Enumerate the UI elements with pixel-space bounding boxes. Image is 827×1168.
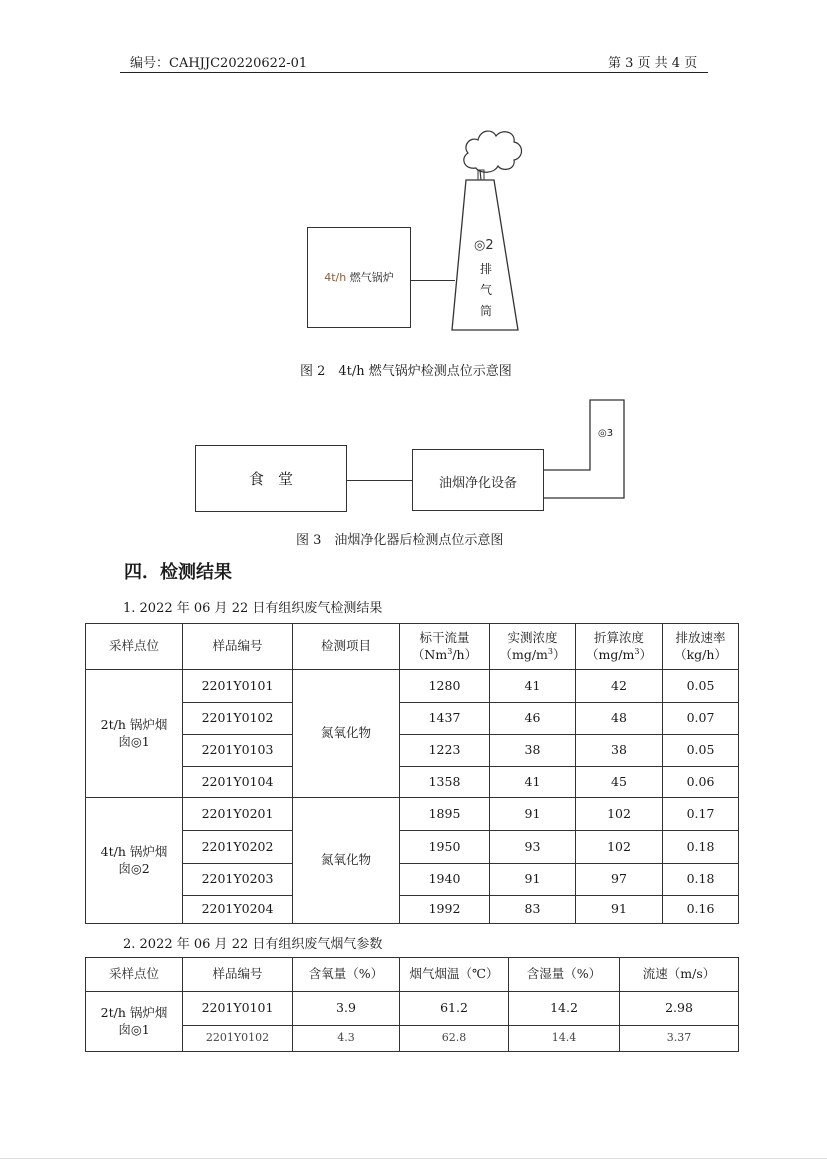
header-divider [120, 72, 708, 73]
sample-cell: 2201Y0101 [183, 670, 293, 703]
figure-2-caption: 图 2 4t/h 燃气锅炉检测点位示意图 [300, 364, 512, 379]
header-sample-no: 样品编号 [183, 958, 293, 992]
velocity-cell: 2.98 [620, 992, 739, 1026]
sample-cell: 2201Y0102 [183, 1026, 293, 1052]
converted-cell: 102 [576, 831, 663, 864]
section-heading: 四．检测结果 [124, 562, 232, 583]
stack-label-char: 排 [480, 262, 493, 276]
sample-cell: 2201Y0203 [183, 864, 293, 896]
table-2-title: 2. 2022 年 06 月 22 日有组织废气烟气参数 [123, 937, 383, 952]
measured-cell: 41 [490, 670, 576, 703]
table-row [86, 798, 739, 831]
rate-cell: 0.18 [663, 864, 739, 896]
table-row [86, 896, 739, 924]
table-row [86, 767, 739, 798]
sampling-point-cell: 2t/h 锅炉烟 囱◎1 [86, 992, 183, 1052]
sample-cell: 2201Y0104 [183, 767, 293, 798]
flow-cell: 1223 [400, 735, 490, 767]
flow-cell: 1992 [400, 896, 490, 924]
converted-cell: 45 [576, 767, 663, 798]
header-measured: 实测浓度 $(mg/m^3)$ [490, 624, 576, 670]
boiler-capacity: 4t/h [324, 271, 347, 284]
oxygen-cell: 4.3 [293, 1026, 400, 1052]
measured-cell: 91 [490, 798, 576, 831]
measured-cell: 46 [490, 703, 576, 735]
rate-cell: 0.05 [663, 670, 739, 703]
oxygen-cell: 3.9 [293, 992, 400, 1026]
table-row [86, 735, 739, 767]
page-info: 第 3 页 共 4 页 [608, 56, 698, 71]
header-item: 检测项目 [293, 624, 400, 670]
converted-cell: 48 [576, 703, 663, 735]
header-oxygen: 含氧量（%） [293, 958, 400, 992]
header-point: 采样点位 [86, 624, 183, 670]
table-row [86, 831, 739, 864]
figure-3-caption: 图 3 油烟净化器后检测点位示意图 [296, 533, 504, 548]
document-number: 编号：CAHJJC20220622-01 [130, 56, 308, 71]
boiler-name: 燃气锅炉 [349, 271, 394, 284]
header-velocity: 流速（m/s） [620, 958, 739, 992]
item-cell: 氮氧化物 [293, 670, 400, 798]
header-sample-no: 样品编号 [183, 624, 293, 670]
sample-cell: 2201Y0103 [183, 735, 293, 767]
measured-cell: 93 [490, 831, 576, 864]
table-row [86, 703, 739, 735]
stack-label-char: 气 [480, 283, 493, 297]
converted-cell: 102 [576, 798, 663, 831]
flow-cell: 1895 [400, 798, 490, 831]
table-row [86, 1026, 739, 1052]
sample-cell: 2201Y0204 [183, 896, 293, 924]
table-row [86, 992, 739, 1026]
rate-cell: 0.17 [663, 798, 739, 831]
table-row [86, 864, 739, 896]
rate-cell: 0.07 [663, 703, 739, 735]
rate-cell: 0.18 [663, 831, 739, 864]
velocity-cell: 3.37 [620, 1026, 739, 1052]
rate-cell: 0.05 [663, 735, 739, 767]
canteen-label: 食堂 [248, 470, 307, 488]
monitoring-point-3: ◎3 [598, 428, 614, 439]
boiler-label [307, 269, 411, 285]
flow-cell: 1358 [400, 767, 490, 798]
flow-cell: 1280 [400, 670, 490, 703]
flue-gas-parameters-table [85, 957, 739, 1052]
converted-cell: 91 [576, 896, 663, 924]
measured-cell: 41 [490, 767, 576, 798]
sampling-point-cell: 2t/h 锅炉烟 囱◎1 [86, 670, 183, 798]
header-temp: 烟气烟温（℃） [400, 958, 509, 992]
converted-cell: 97 [576, 864, 663, 896]
table-header-row [86, 958, 739, 992]
converted-cell: 38 [576, 735, 663, 767]
canteen-purifier-connector [347, 480, 412, 481]
measured-cell: 83 [490, 896, 576, 924]
smoke-cloud-icon [464, 131, 522, 172]
duct-outline [544, 400, 624, 498]
exhaust-duct-drawing [540, 396, 630, 506]
header-rate: 排放速率 （kg/h） [663, 624, 739, 670]
sampling-point-cell: 4t/h 锅炉烟 囱◎2 [86, 798, 183, 924]
flow-cell: 1940 [400, 864, 490, 896]
table-header-row [86, 624, 739, 670]
converted-cell: 42 [576, 670, 663, 703]
table-1-title: 1. 2022 年 06 月 22 日有组织废气检测结果 [123, 601, 383, 616]
table-row [86, 670, 739, 703]
sample-cell: 2201Y0101 [183, 992, 293, 1026]
temp-cell: 61.2 [400, 992, 509, 1026]
exhaust-stack-drawing [440, 118, 530, 333]
item-cell: 氮氧化物 [293, 798, 400, 924]
page-bottom-edge [0, 1158, 827, 1159]
measured-cell: 38 [490, 735, 576, 767]
stack-label-char: 筒 [480, 304, 493, 318]
flow-cell: 1950 [400, 831, 490, 864]
measured-cell: 91 [490, 864, 576, 896]
sample-cell: 2201Y0102 [183, 703, 293, 735]
detection-results-table [85, 623, 739, 924]
moisture-cell: 14.4 [509, 1026, 620, 1052]
sample-cell: 2201Y0202 [183, 831, 293, 864]
rate-cell: 0.06 [663, 767, 739, 798]
moisture-cell: 14.2 [509, 992, 620, 1026]
header-point: 采样点位 [86, 958, 183, 992]
flow-cell: 1437 [400, 703, 490, 735]
rate-cell: 0.16 [663, 896, 739, 924]
purifier-label: 油烟净化设备 [438, 476, 517, 491]
header-converted: 折算浓度 $(mg/m^3)$ [576, 624, 663, 670]
header-flow: 标干流量 （Nm$^3$/h） [400, 624, 490, 670]
monitoring-point-2: ◎2 [474, 238, 494, 253]
sample-cell: 2201Y0201 [183, 798, 293, 831]
temp-cell: 62.8 [400, 1026, 509, 1052]
header-moisture: 含湿量（%） [509, 958, 620, 992]
